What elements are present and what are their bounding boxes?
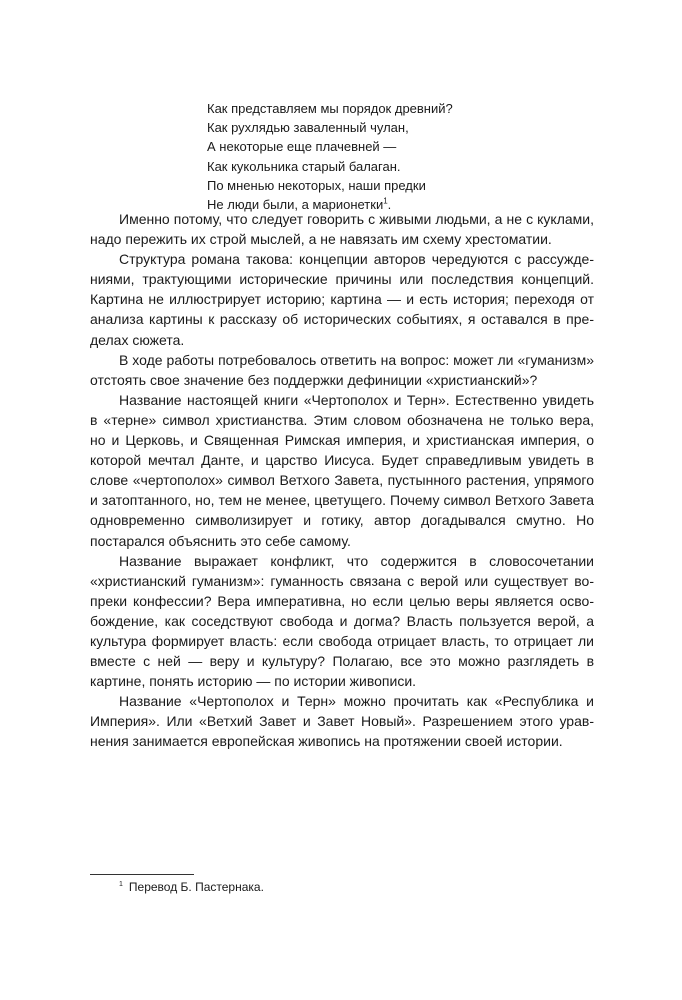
footnote-marker: 1 — [119, 881, 123, 888]
epigraph-line-text: Не люди были, а марионетки — [207, 197, 384, 213]
epigraph-line: Как рухлядью заваленный чулан, — [207, 120, 409, 136]
footnote — [119, 879, 264, 895]
paragraph: В ходе работы потребовалось ответить на вопрос: может ли «гуманизм» отстоять свое значение без поддержки дефиниции «христианский»? — [90, 351, 594, 388]
epigraph-poem — [207, 99, 453, 214]
epigraph-line: А некоторые еще плачевней — — [207, 139, 397, 155]
footnote-divider — [90, 874, 194, 875]
main-text — [90, 209, 594, 752]
epigraph-line: Как кукольника старый балаган. — [207, 158, 401, 174]
epigraph-line: Как представляем мы порядок древний? — [207, 101, 453, 116]
footnote-reference[interactable]: 1 — [383, 196, 388, 206]
paragraph: Название настоящей книги «Чертополох и Терн». Естественно увидеть в «терне» символ христианства. Этим словом обозначена не только вера, но и Церковь, и Священная Римская империя, и христианская империя, о которой мечтал Данте, и царство Иисуса. Будет справедливым увидеть в слове «чертополох» символ Ветхого Завета, пустынного растения, упрямого и затоптанного, но, тем не менее, цветущего. Почему символ Ветхого Завета одновременно символизирует и готику, автор догадывался смутно. Но постарался объяснить это себе самому. — [90, 391, 594, 549]
paragraph: Структура романа такова: концепции авторов чередуются с рассуждениями, трактующими исторические причины или последствия концепций. Картина не иллюстрирует историю; картина — и есть история; переходя от анализа картины к рассказу об исторических событиях, я оставался в пределах сюжета. — [90, 251, 594, 348]
epigraph-line-last: Не люди были, а марионетки$^1$. — [207, 196, 392, 213]
paragraph: Название выражает конфликт, что содержится в словосочетании «христианский гуманизм»: гуманность связана с верой или существует вопреки конфессии? Вера императивна, но если целью веры является освобождение, как соседствуют свобода и догма? Власть пользуется верой, а культура формирует власть: если свобода отрицает власть, то отрицает ли вместе с ней — веру и культуру? Полагаю, все это можно разглядеть в картине, понять историю — по истории живописи. — [90, 552, 594, 690]
footnote-text: Перевод Б. Пастернака. — [128, 880, 264, 894]
paragraph: Название «Чертополох и Терн» можно прочитать как «Республика и Империя». Или «Ветхий Завет и Завет Новый». Разрешением этого уравнения занимается европейская живопись на протяжении своей истории. — [90, 693, 594, 750]
epigraph-line: По мненью некоторых, наши предки — [207, 177, 426, 193]
paragraph: Именно потому, что следует говорить с живыми людьми, а не с куклами, надо пережить их строй мыслей, а не навязать им схему хрестоматии. — [90, 211, 594, 248]
